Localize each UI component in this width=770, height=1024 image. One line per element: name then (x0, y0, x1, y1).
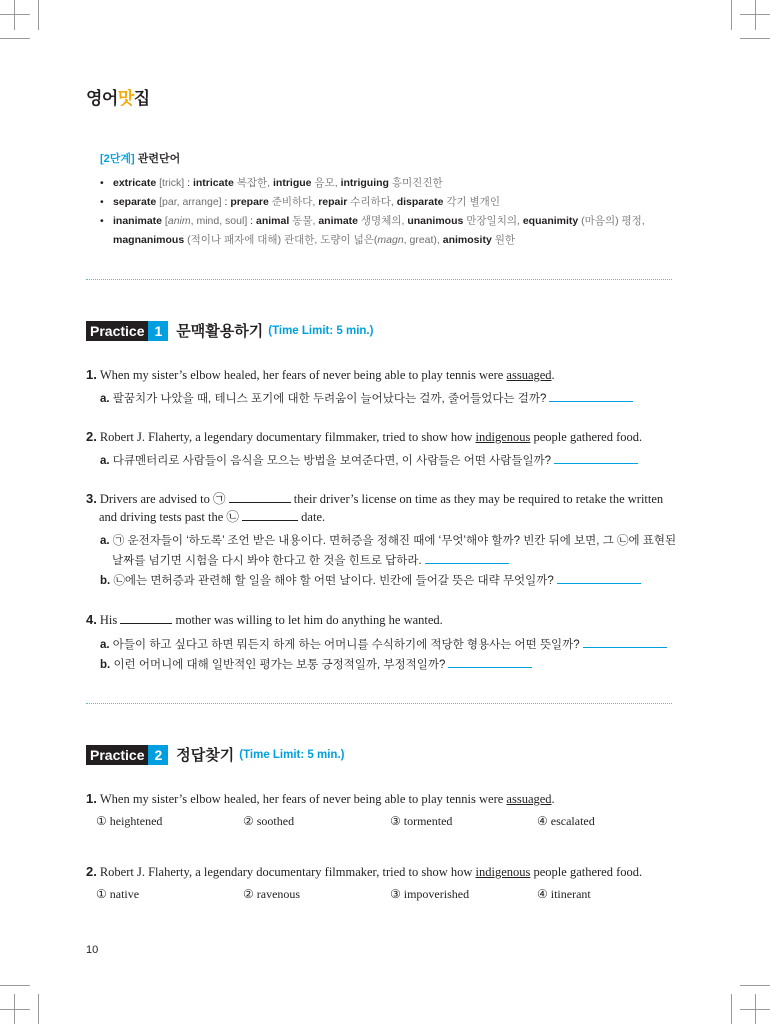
choice-option[interactable]: ③ impoverished (390, 887, 470, 901)
vocab-word: inanimate (113, 215, 163, 227)
practice-2-header (86, 744, 344, 765)
time-limit: (Time Limit: 5 min.) (268, 324, 374, 337)
vocab-word: magnanimous (113, 234, 185, 246)
vocab-gloss: : (247, 215, 256, 227)
stage-tag: [2단계] (100, 153, 135, 165)
vocab-word: extricate (113, 177, 157, 189)
crop-mark (731, 994, 732, 1024)
vocab-gloss: [ (162, 215, 168, 227)
vocab-gloss: 만장일치의, (463, 215, 523, 227)
answer-blank[interactable] (554, 451, 638, 464)
question-2: 2. Robert J. Flaherty, a legendary documentary filmmaker, tried to show how indigenous people gathered food. a. 다큐멘터리로 사람들이 음식을 모으는 방법을 보여준다면, 이 사람들은 어떤 사람들일까? (86, 429, 643, 467)
target-word: indigenous (475, 430, 531, 444)
vocab-gloss: 각기 별개인 (443, 196, 500, 208)
section-divider (86, 703, 672, 704)
practice-badge: Practice 2 (86, 745, 168, 765)
crop-mark (740, 1009, 770, 1010)
vocab-item (100, 212, 690, 250)
vocab-word: disparate (396, 196, 444, 208)
stage-title: [2단계] 관련단어 (100, 153, 181, 165)
vocab-gloss: : (221, 196, 231, 208)
target-word: assuaged (506, 368, 552, 382)
answer-blank[interactable] (425, 551, 509, 564)
section-divider (86, 279, 672, 280)
blank[interactable] (120, 611, 172, 624)
vocab-word: animal (256, 215, 290, 227)
choice-list (86, 814, 686, 829)
crop-mark (0, 38, 30, 39)
crop-mark (38, 0, 39, 30)
answer-blank[interactable] (557, 571, 641, 584)
target-word: indigenous (475, 865, 531, 879)
answer-blank[interactable] (583, 635, 667, 648)
vocab-gloss: 흥미진진한 (388, 177, 443, 189)
crop-mark (740, 14, 770, 15)
choice-list (86, 887, 686, 902)
choice-option[interactable]: ① native (96, 887, 140, 901)
vocab-word: prepare (230, 196, 269, 208)
page-number: 10 (86, 944, 99, 956)
vocab-item (100, 193, 690, 212)
vocab-gloss: 복잡한, (233, 177, 274, 189)
vocab-gloss: (적이나 패자에 대해) 관대한, 도량이 넓은( (184, 234, 378, 246)
vocab-gloss: [par, arrange] (156, 196, 222, 208)
choice-option[interactable]: ① heightened (96, 814, 163, 828)
question-3: 3. Drivers are advised to ㉠ their driver’s license on time as they may be required to retake the written and driving tests past the ㉡ date. a. ㉠ 운전자들이 ‘하도록’ 조언 받은 내용이다. 면허증을 정해진 때에 ‘무엇’해야 할까? 빈칸 뒤에 보면, 그 ㉡에 표현된 날짜를 넘기면 시험을 다시 봐야 한다고 한 것을 힌트로 답하라. b. ㉡에는 면허증과 관련해 할 일을 해야 할 어떤 날이다. 빈칸에 들어갈 뜻은 대략 무엇일까? (86, 491, 677, 587)
crop-mark (755, 0, 756, 30)
crop-mark (740, 38, 770, 39)
vocab-word: animosity (442, 234, 492, 246)
vocab-gloss: 동물, (289, 215, 319, 227)
vocab-gloss: , great), (403, 234, 443, 246)
vocab-word: intrigue (273, 177, 312, 189)
vocab-gloss: anim (167, 215, 191, 227)
crop-mark (731, 0, 732, 30)
vocab-gloss: magn (377, 234, 404, 246)
answer-blank[interactable] (549, 389, 633, 402)
vocab-gloss: 수리하다, (347, 196, 397, 208)
choice-option[interactable]: ③ tormented (390, 814, 453, 828)
question-1: 1. When my sister’s elbow healed, her fears of never being able to play tennis were assuaged. a. 팔꿈치가 나았을 때, 테니스 포기에 대한 두려움이 늘어났다는 걸까, 줄어들었다는 걸까? (86, 366, 686, 409)
mc-question-2: 2. Robert J. Flaherty, a legendary documentary filmmaker, tried to show how indigenous people gathered food. ① native ② ravenous ③ impoverished ④ itinerant (86, 863, 686, 902)
vocab-word: separate (113, 196, 157, 208)
time-limit: (Time Limit: 5 min.) (239, 748, 345, 761)
vocab-gloss: : (184, 177, 193, 189)
crop-mark (0, 1009, 30, 1010)
vocab-list (100, 174, 690, 250)
choice-option[interactable]: ④ itinerant (537, 887, 591, 901)
vocab-gloss: 생명체의, (358, 215, 408, 227)
related-words-section (100, 150, 690, 250)
vocab-gloss: , mind, soul] (190, 215, 248, 227)
vocab-gloss: [trick] (156, 177, 185, 189)
vocab-word: intriguing (340, 177, 389, 189)
crop-mark (0, 14, 30, 15)
practice-1-header (86, 320, 373, 341)
vocab-gloss: 음모, (311, 177, 341, 189)
vocab-gloss: 원한 (491, 234, 515, 246)
choice-option[interactable]: ② ravenous (243, 887, 301, 901)
vocab-item (100, 174, 690, 193)
practice-title: 문맥활용하기 (176, 323, 264, 340)
choice-option[interactable]: ④ escalated (537, 814, 595, 828)
vocab-gloss: (마음의) 평정, (578, 215, 645, 227)
practice-title: 정답찾기 (176, 747, 235, 764)
crop-mark (740, 985, 770, 986)
blank-a[interactable] (229, 490, 291, 503)
vocab-word: repair (318, 196, 348, 208)
vocab-word: unanimous (407, 215, 464, 227)
answer-blank[interactable] (448, 655, 532, 668)
mc-question-1: 1. When my sister’s elbow healed, her fears of never being able to play tennis were assuaged. ① heightened ② soothed ③ tormented ④ escalated (86, 790, 686, 829)
brand-title: 영어맛집 (86, 89, 150, 108)
vocab-word: animate (318, 215, 358, 227)
vocab-gloss: 준비하다, (268, 196, 319, 208)
crop-mark (38, 994, 39, 1024)
crop-mark (0, 985, 30, 986)
question-4: 4. His mother was willing to let him do anything he wanted. a. 아들이 하고 싶다고 하면 뭐든지 하게 하는 어머니를 수식하기에 적당한 형용사는 어떤 뜻일까? b. 이런 어머니에 대해 일반적인 평가는 보통 긍정적일까, 부정적일까? (86, 611, 686, 675)
blank-b[interactable] (242, 508, 298, 521)
vocab-word: intricate (192, 177, 234, 189)
practice-badge: Practice 1 (86, 321, 168, 341)
crop-mark (14, 0, 15, 30)
target-word: assuaged (506, 792, 552, 806)
vocab-word: equanimity (522, 215, 579, 227)
choice-option[interactable]: ② soothed (243, 814, 295, 828)
